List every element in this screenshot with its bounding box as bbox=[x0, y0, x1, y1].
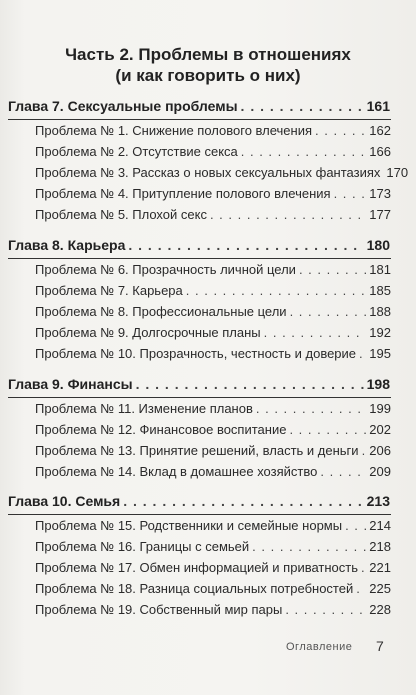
dot-leader bbox=[356, 581, 366, 596]
toc-item bbox=[35, 144, 391, 164]
item-page-number: 209 bbox=[369, 464, 391, 479]
item-title: Проблема № 5. Плохой секс bbox=[35, 207, 207, 222]
toc-item bbox=[35, 346, 391, 366]
dot-leader bbox=[315, 123, 366, 138]
item-title: Проблема № 8. Профессиональные цели bbox=[35, 304, 287, 319]
part-title-line-2: (и как говорить о них) bbox=[115, 66, 301, 85]
dot-leader bbox=[334, 186, 367, 201]
chapter-entry bbox=[8, 98, 390, 118]
dot-leader bbox=[252, 539, 366, 554]
chapter-divider bbox=[8, 119, 391, 120]
item-page-number: 202 bbox=[369, 422, 391, 437]
item-page-number: 199 bbox=[369, 401, 391, 416]
page-number: 7 bbox=[376, 638, 384, 654]
chapter-divider bbox=[8, 514, 391, 515]
item-title: Проблема № 9. Долгосрочные планы bbox=[35, 325, 261, 340]
part-title bbox=[0, 44, 416, 86]
item-title: Проблема № 13. Принятие решений, власть и деньги bbox=[35, 443, 359, 458]
chapter-title: Глава 10. Семья bbox=[8, 493, 121, 509]
dot-leader bbox=[186, 283, 367, 298]
toc-item bbox=[35, 602, 391, 622]
toc-item bbox=[35, 165, 409, 185]
running-footer-section: Оглавление bbox=[286, 641, 353, 653]
toc-item bbox=[35, 186, 391, 206]
chapter-page-number: 161 bbox=[366, 98, 390, 114]
toc-item bbox=[35, 325, 391, 345]
item-title: Проблема № 16. Границы с семьей bbox=[35, 539, 250, 554]
toc-item bbox=[35, 422, 391, 442]
item-page-number: 162 bbox=[369, 123, 391, 138]
item-page-number: 173 bbox=[369, 186, 391, 201]
toc-item bbox=[35, 123, 391, 143]
chapter-title: Глава 8. Карьера bbox=[8, 237, 126, 253]
dot-leader bbox=[289, 422, 366, 437]
item-title: Проблема № 1. Снижение полового влечения bbox=[35, 123, 313, 138]
item-title: Проблема № 7. Карьера bbox=[35, 283, 183, 298]
chapter-entry bbox=[8, 237, 390, 257]
item-page-number: 170 bbox=[386, 165, 409, 180]
item-page-number: 181 bbox=[369, 262, 391, 277]
chapter-entry bbox=[8, 493, 390, 513]
item-title: Проблема № 3. Рассказ о новых сексуальных фантазиях bbox=[35, 165, 381, 180]
dot-leader bbox=[290, 304, 367, 319]
dot-leader bbox=[136, 376, 364, 392]
dot-leader bbox=[256, 401, 366, 416]
part-title-line-1: Часть 2. Проблемы в отношениях bbox=[65, 45, 351, 64]
toc-item bbox=[35, 262, 391, 282]
toc-item bbox=[35, 581, 391, 601]
item-page-number: 177 bbox=[369, 207, 391, 222]
dot-leader bbox=[210, 207, 366, 222]
chapter-title: Глава 9. Финансы bbox=[8, 376, 133, 392]
dot-leader bbox=[359, 346, 366, 361]
item-title: Проблема № 10. Прозрачность, честность и доверие bbox=[35, 346, 357, 361]
item-page-number: 192 bbox=[369, 325, 391, 340]
item-page-number: 221 bbox=[369, 560, 391, 575]
item-page-number: 166 bbox=[369, 144, 391, 159]
item-title: Проблема № 11. Изменение планов bbox=[35, 401, 253, 416]
chapter-divider bbox=[8, 397, 391, 398]
toc-item bbox=[35, 464, 391, 484]
item-page-number: 206 bbox=[369, 443, 391, 458]
item-page-number: 228 bbox=[369, 602, 391, 617]
item-page-number: 218 bbox=[369, 539, 391, 554]
item-title: Проблема № 12. Финансовое воспитание bbox=[35, 422, 287, 437]
toc-item bbox=[35, 207, 391, 227]
dot-leader bbox=[241, 98, 364, 114]
dot-leader bbox=[264, 325, 367, 340]
item-title: Проблема № 6. Прозрачность личной цели bbox=[35, 262, 296, 277]
item-page-number: 195 bbox=[369, 346, 391, 361]
item-title: Проблема № 14. Вклад в домашнее хозяйство bbox=[35, 464, 318, 479]
toc-item bbox=[35, 443, 391, 463]
chapter-page-number: 198 bbox=[366, 376, 390, 392]
dot-leader bbox=[128, 237, 363, 253]
dot-leader bbox=[285, 602, 366, 617]
item-page-number: 214 bbox=[369, 518, 391, 533]
item-page-number: 225 bbox=[369, 581, 391, 596]
item-title: Проблема № 18. Разница социальных потребностей bbox=[35, 581, 354, 596]
toc-item bbox=[35, 401, 391, 421]
item-page-number: 188 bbox=[369, 304, 391, 319]
chapter-divider bbox=[8, 258, 391, 259]
item-title: Проблема № 19. Собственный мир пары bbox=[35, 602, 283, 617]
toc-item bbox=[35, 518, 391, 538]
item-page-number: 185 bbox=[369, 283, 391, 298]
dot-leader bbox=[345, 518, 366, 533]
chapter-title: Глава 7. Сексуальные проблемы bbox=[8, 98, 238, 114]
chapter-page-number: 213 bbox=[366, 493, 390, 509]
chapter-entry bbox=[8, 376, 390, 396]
chapter-page-number: 180 bbox=[366, 237, 390, 253]
dot-leader bbox=[123, 493, 363, 509]
item-title: Проблема № 15. Родственники и семейные нормы bbox=[35, 518, 343, 533]
toc-item bbox=[35, 304, 391, 324]
dot-leader bbox=[241, 144, 367, 159]
toc-item bbox=[35, 283, 391, 303]
dot-leader bbox=[299, 262, 366, 277]
item-title: Проблема № 4. Притупление полового влечения bbox=[35, 186, 331, 201]
toc-item bbox=[35, 560, 391, 580]
item-title: Проблема № 17. Обмен информацией и приватность bbox=[35, 560, 359, 575]
toc-item bbox=[35, 539, 391, 559]
dot-leader bbox=[320, 464, 366, 479]
item-title: Проблема № 2. Отсутствие секса bbox=[35, 144, 238, 159]
